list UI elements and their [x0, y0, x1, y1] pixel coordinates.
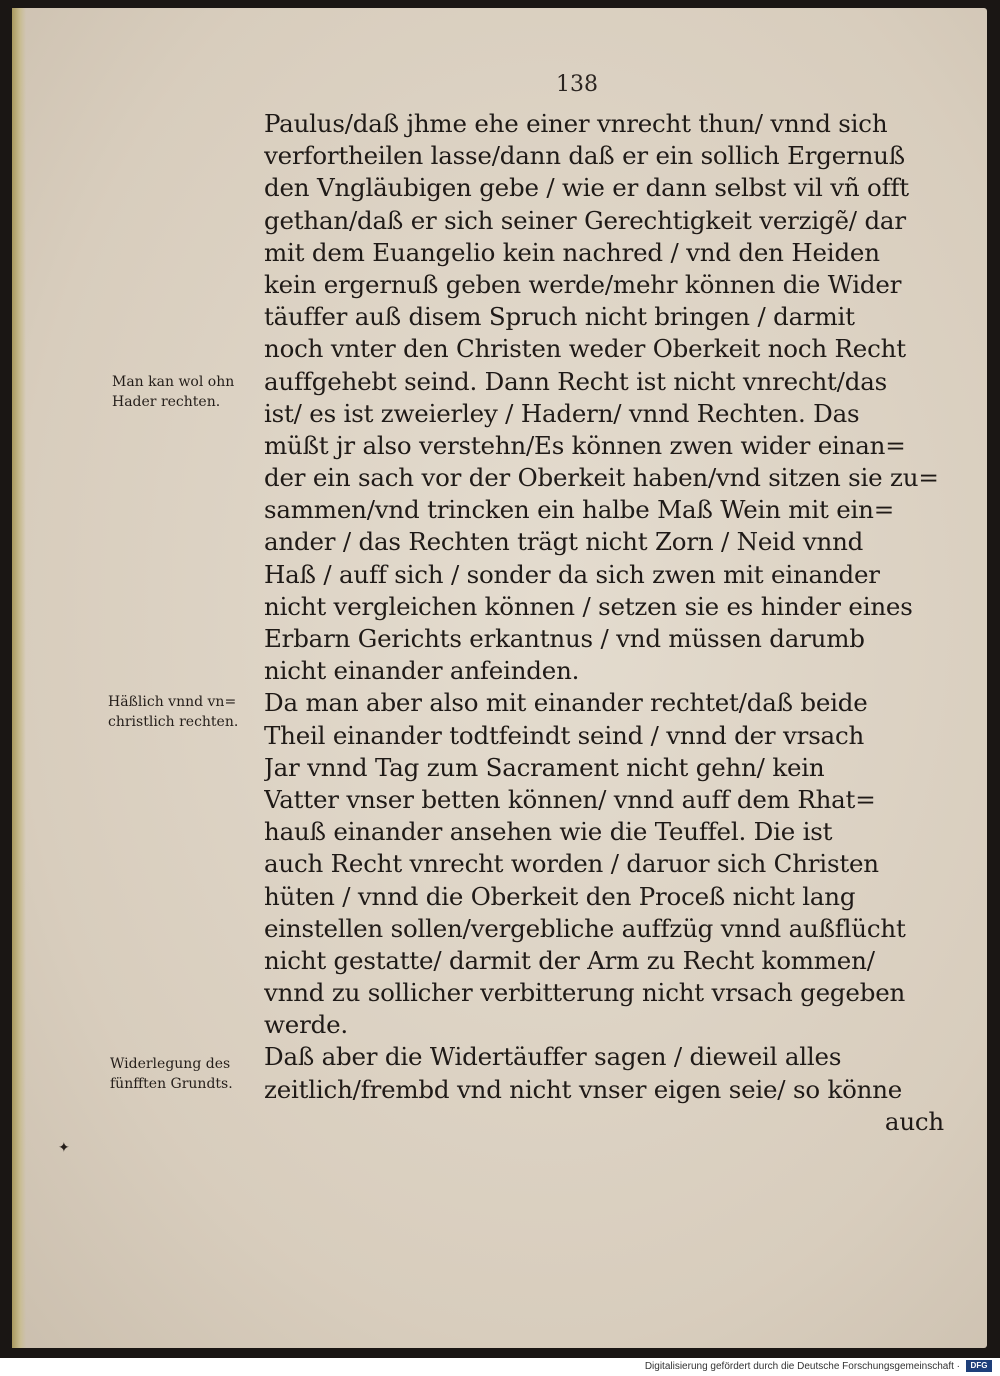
text-line: hüten / vnnd die Oberkeit den Proceß nicht lang: [264, 881, 856, 911]
text-line: Da man aber also mit einander rechtet/daß beide: [264, 688, 868, 718]
text-line: Paulus/daß jhme ehe einer vnrecht thun/ vnnd sich: [264, 109, 888, 138]
margin-note: [110, 1054, 286, 1094]
text-line: zeitlich/frembd vnd nicht vnser eigen seie/ so könne: [264, 1074, 903, 1104]
margin-note-line: Häßlich vnnd vn=: [108, 694, 237, 710]
margin-note: [112, 372, 288, 412]
text-line: täuffer auß disem Spruch nicht bringen / darmit: [264, 302, 855, 332]
text-line: nicht vergleichen können / setzen sie es hinder eines: [264, 591, 913, 621]
text-line: der ein sach vor der Oberkeit haben/vnd sitzen sie zu=: [264, 463, 939, 493]
text-line: verfortheilen lasse/dann daß er ein sollich Ergernuß: [264, 141, 905, 171]
text-line: einstellen sollen/vergebliche auffzüg vnnd außflücht: [264, 913, 906, 943]
text-line: Haß / auff sich / sonder da sich zwen mit einander: [264, 559, 880, 589]
margin-note-line: christlich rechten.: [108, 714, 239, 730]
footer-bar: [0, 1358, 1000, 1376]
page-binding-edge: [12, 8, 26, 1348]
text-line: ist/ es ist zweierley / Hadern/ vnnd Rechten. Das: [264, 398, 860, 428]
footer-credit: Digitalisierung gefördert durch die Deutsche Forschungsgemeinschaft ·: [644, 1361, 960, 1372]
margin-mark-icon: ✦: [58, 1140, 70, 1156]
text-line: auffgehebt seind. Dann Recht ist nicht vnrecht/das: [264, 366, 888, 396]
catchword: auch: [884, 1106, 944, 1136]
text-line: hauß einander ansehen wie die Teuffel. Die ist: [264, 817, 833, 847]
text-line: werde.: [264, 1010, 348, 1040]
text-line: ander / das Rechten trägt nicht Zorn / Neid vnnd: [264, 527, 864, 557]
margin-note-line: Widerlegung des: [110, 1056, 231, 1072]
text-line: den Vngläubigen gebe / wie er dann selbst vil vñ offt: [264, 173, 909, 203]
margin-note: [108, 692, 284, 732]
margin-note-line: fünfften Grundts.: [110, 1076, 233, 1092]
text-line: Erbarn Gerichts erkantnus / vnd müssen darumb: [264, 624, 865, 653]
text-line: nicht einander anfeinden.: [264, 656, 580, 686]
text-line: mit dem Euangelio kein nachred / vnd den Heiden: [264, 237, 880, 267]
text-line: müßt jr also verstehn/Es können zwen wider einan=: [264, 430, 906, 460]
text-line: Vatter vnser betten können/ vnnd auff dem Rhat=: [264, 784, 876, 814]
text-line: vnnd zu sollicher verbitterung nicht vrsach gegeben: [264, 978, 906, 1008]
margin-note-line: Man kan wol ohn: [112, 374, 235, 390]
dfg-logo: DFG: [966, 1360, 992, 1372]
text-line: Daß aber die Widertäuffer sagen / dieweil alles: [264, 1042, 842, 1072]
text-line: noch vnter den Christen weder Oberkeit noch Recht: [264, 334, 906, 364]
text-line: nicht gestatte/ darmit der Arm zu Recht kommen/: [264, 945, 875, 975]
text-line: gethan/daß er sich seiner Gerechtigkeit verzigẽ/ dar: [264, 205, 906, 235]
main-text-block: [264, 108, 944, 1138]
text-line: sammen/vnd trincken ein halbe Maß Wein mit ein=: [264, 495, 895, 525]
page-number: 138: [556, 72, 598, 97]
text-line: Jar vnnd Tag zum Sacrament nicht gehn/ kein: [264, 752, 825, 782]
text-line: auch Recht vnrecht worden / daruor sich Christen: [264, 849, 879, 879]
text-line: Theil einander todtfeindt seind / vnnd der vrsach: [264, 720, 865, 750]
text-line: kein ergernuß geben werde/mehr können die Wider: [264, 269, 902, 299]
margin-note-line: Hader rechten.: [112, 394, 221, 410]
